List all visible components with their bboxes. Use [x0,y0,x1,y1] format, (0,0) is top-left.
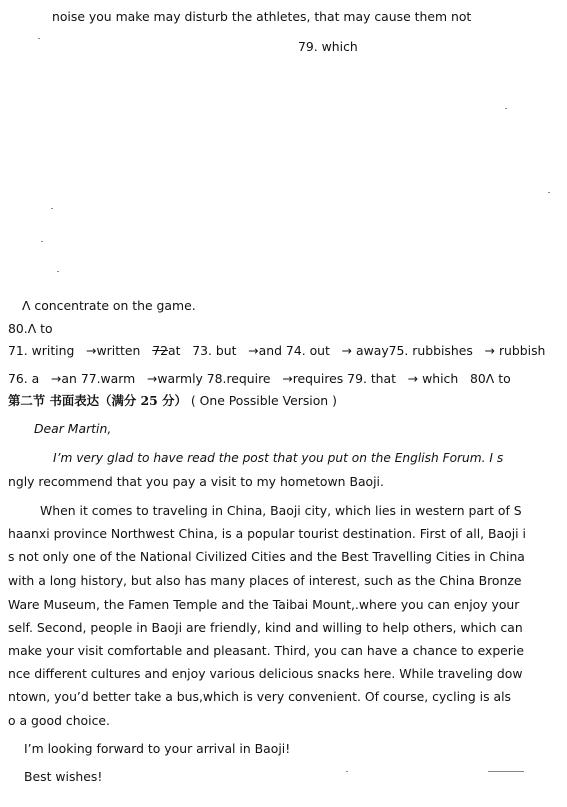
letter-line: o a good choice. [8,713,110,728]
scan-speck [548,192,550,193]
section-heading-cn: 第二节 书面表达（满分 25 分） [8,393,187,408]
letter-line: s not only one of the National Civilized Cities and the Best Travelling Cities in China [8,549,525,564]
top-line-2: 79. which [298,39,358,54]
letter-line: with a long history, but also has many places of interest, such as the China Bronze [8,573,522,588]
letter-salutation: Dear Martin, [34,421,112,436]
answer-row-part-2: at 73. but →and 74. out → away75. rubbishes → rubbish [168,343,546,358]
letter-signoff: Best wishes! [24,769,103,784]
letter-line: make your visit comfortable and pleasant. Third, you can have a chance to experie [8,643,524,658]
letter-line: nce different cultures and enjoy various delicious snacks here. While traveling dow [8,666,523,681]
section-heading [8,393,337,409]
scan-speck [488,771,524,772]
answer-row-76-80: 76. a →an 77.warm →warmly 78.require →requires 79. that → which 80Λ to [8,371,511,386]
answer-row-71-75 [8,343,545,359]
letter-line: When it comes to traveling in China, Baoji city, which lies in western part of S [40,503,522,518]
letter-line: ngly recommend that you pay a visit to my hometown Baoji. [8,474,384,489]
letter-line: Ware Museum, the Famen Temple and the Taibai Mount,.where you can enjoy your [8,597,520,612]
scan-speck [346,771,348,772]
scan-speck [51,208,53,209]
answer-row-part-1: 71. writing →written [8,343,153,358]
scan-speck [57,271,59,272]
scan-speck [505,108,507,109]
corrected-72: 72 [152,343,168,358]
letter-line: self. Second, people in Baoji are friendly, kind and willing to help others, which can [8,620,523,635]
letter-closing-line: I’m looking forward to your arrival in Baoji! [24,741,291,756]
section-heading-en: ( One Possible Version ) [190,393,337,408]
answer-80: 80.Λ to [8,321,53,336]
top-line-1: noise you make may disturb the athletes, that may cause them not [52,9,472,24]
letter-line: I’m very glad to have read the post that you put on the English Forum. I s [53,451,504,465]
scan-speck [41,241,43,242]
scan-speck [38,38,40,39]
answer-concentrate: Λ concentrate on the game. [22,298,196,313]
letter-line: haanxi province Northwest China, is a popular tourist destination. First of all, Baoji i [8,526,526,541]
letter-line: ntown, you’d better take a bus,which is very convenient. Of course, cycling is als [8,689,511,704]
